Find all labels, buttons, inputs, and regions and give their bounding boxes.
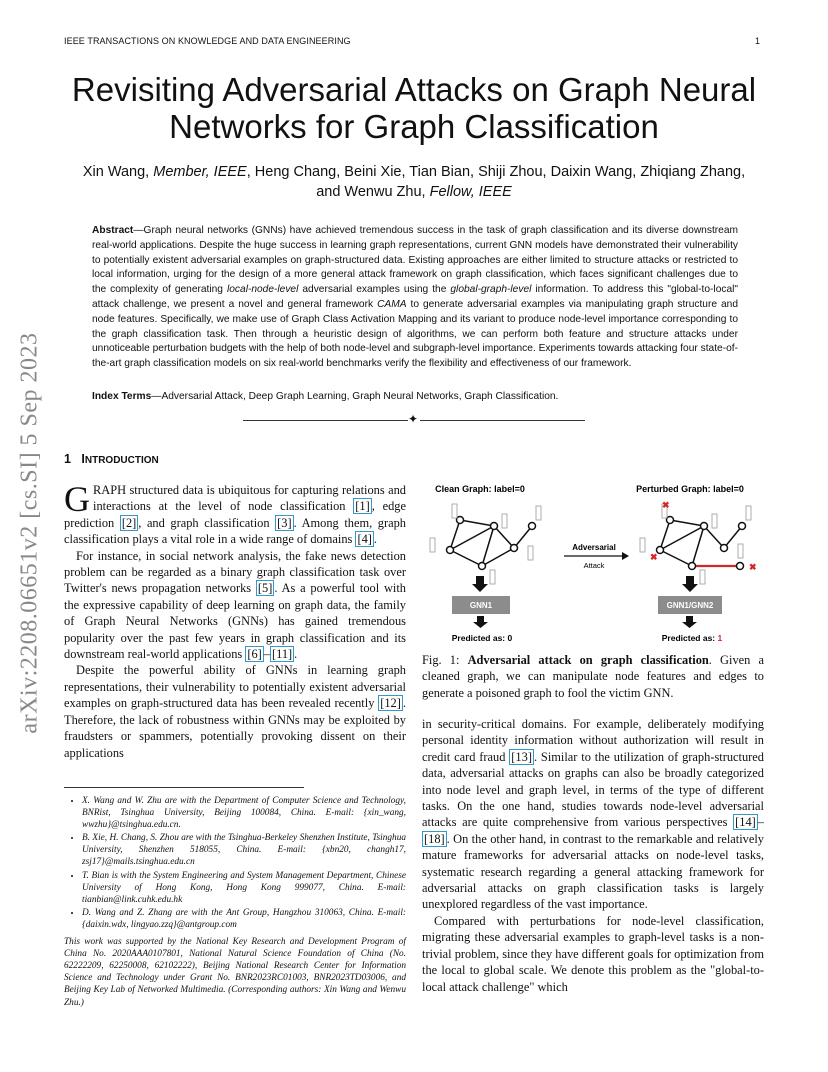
footnote-item: • T. Bian is with the System Engineering and System Management Department, Chinese University of Hong Kong, Hong Kong 999077, China. E-mail: tianbian@link.cuhk.edu.hk [82,870,406,906]
index-terms [92,391,738,402]
author-name: Xin Wang, [82,164,154,180]
down-arrow-icon [682,576,698,592]
prediction-right-value: 1 [717,633,723,643]
title-line-2: Networks for Graph Classification [169,108,659,145]
clean-graph-label: Clean Graph: label=0 [435,484,525,494]
footnotes [64,795,406,1009]
body-text: . [294,647,298,662]
footnote-item: • B. Xie, H. Chang, S. Zhou are with the Tsinghua-Berkeley Shenzhen Institute, Tsinghua University, Shenzhen 518055, China. E-mail: {xbn20, changh17, zsj17}@mails.tsinghua.edu.cn [82,832,406,868]
section-title-rest: NTRODUCTION [84,455,159,466]
prediction-right-text: Predicted as: [661,633,718,643]
abstract-text: adversarial examples using the [298,284,451,296]
running-header: IEEE TRANSACTIONS ON KNOWLEDGE AND DATA ENGINEERING [64,36,351,46]
author-list [40,162,788,202]
abstract-text: information. To address this "global-to-local" attack challenge, we present a novel and general framework [92,284,738,310]
attack-arrow-label-top: Adversarial [572,543,616,552]
citation-link[interactable]: [11] [271,647,293,662]
figure-caption [422,652,764,701]
model-label-left: GNN1 [469,601,493,610]
small-caps-word: RAPH [93,483,127,497]
perturbed-graph-label: Perturbed Graph: label=0 [636,484,744,494]
left-column [64,479,406,761]
body-text: structured data is ubiquitous for capturing relations and interactions at the level of node classification [93,483,406,514]
author-line-1 [40,162,788,182]
author-name: and Wenwu Zhu, [316,184,430,200]
prediction-left-value: 0 [507,633,513,643]
body-text: . On the other hand, in contrast to the remarkable and relatively mature frameworks for adversarial attacks on node-level tasks, systematic research regarding a general attacking framework for adversarial attacks on graph classification tasks is largely unexplored regardless of the vast importance. [422,831,764,912]
caption-title: Adversarial attack on graph classification [467,653,709,667]
abstract-emphasis: global-graph-level [450,284,532,296]
body-text: . Therefore, the lack of robustness within GNNs may be exploited by fraudsters or spammers, potentially provoking dissent on their applications [64,696,406,760]
arxiv-watermark [12,305,48,760]
section-heading [64,452,159,466]
section-title-initial: I [81,452,85,466]
down-arrow-icon [472,576,488,592]
citation-link[interactable]: [2] [121,515,137,530]
citation-link[interactable]: [13] [511,749,532,764]
footnote-rule [64,787,304,788]
caption-text: . Given a cleaned graph, we can manipulate node features and edges to generate a poisoned graph to fool the victim GNN. [422,653,764,700]
footnote-item: • D. Wang and Z. Zhang are with the Ant Group, Hangzhou 310063, China. E-mail: {daixin.wdx, lingyao.zzq}@antgroup.com [82,907,406,931]
body-text: – [263,647,270,662]
down-arrow-icon [473,616,488,628]
index-terms-text: —Adversarial Attack, Deep Graph Learning, Graph Neural Networks, Graph Classification. [151,391,559,402]
citation-link[interactable]: [18] [424,831,445,846]
body-text: . Similar to the utilization of graph-structured data, adversarial attacks on graphs can also be broadly categorized into node level and graph level, in terms of the type of different tasks. On the one hand, studies towards node-level adversarial attacks are quite comprehensive from various perspectives [422,749,764,830]
perturbation-marker-icons [650,500,757,572]
index-terms-label: Index Terms [92,391,152,402]
body-text: Despite the powerful ability of GNNs in learning graph representations, their vulnerability to potentially existent adversarial examples on graph-structured data has been revealed recently [64,663,406,711]
body-text: For instance, in social network analysis, the fake news detection problem can be regarded as a binary graph classification task over Twitter's news propagation networks [64,548,406,596]
figure-graphic [422,478,772,648]
prediction-left-text: Predicted as: [451,633,508,643]
body-text: . Among them, graph classification plays a vital role in a wide range of domains [64,515,406,547]
perturbed-node-feature-icons [640,504,751,584]
footnote-item: • X. Wang and W. Zhu are with the Department of Computer Science and Technology, BNRist, Tsinghua University, Beijing 100084, China. E-mail: {xin_wang, wwzhu}@tsinghua.edu.cn. [82,795,406,831]
model-label-right: GNN1/GNN2 [666,601,714,610]
svg-text:✖: ✖ [662,500,670,510]
abstract [92,224,738,372]
body-text: , and graph classification [138,515,276,530]
caption-label: Fig. 1: [422,653,468,667]
author-line-2 [40,182,788,202]
body-text: . [373,532,377,547]
abstract-text: —Graph neural networks (GNNs) have achieved tremendous success in the task of graph classification and its diverse downstream real-world applications. Despite the huge success in learning graph representations, current GNN models have demonstrated their vulnerability to potentially existent adversarial examples on graph-structured data. Existing approaches are either limited to structure attacks or restricted to local information, urging for the design of a more general attack framework on graph classification, which faces significant challenges due to the complexity of generating [92,225,738,296]
prediction-left [452,633,513,643]
svg-text:✖: ✖ [749,562,757,572]
citation-link[interactable]: [1] [355,499,370,514]
citation-link[interactable]: [14] [735,815,756,830]
page-number: 1 [755,36,761,46]
abstract-emphasis: local-node-level [227,284,299,296]
paragraph [422,716,764,913]
paragraph: Compared with perturbations for node-level classification, migrating these adversarial examples to graph-level tasks is a non-trivial problem, since they have different goals for optimization from the local to global scale. We denote this problem as the "global-to-local attack challenge" which [422,913,764,994]
body-text: in security-critical domains. For example, deliberately modifying personal identity information without authorization will result in credit card fraud [422,717,764,764]
citation-link[interactable]: [6] [247,647,262,662]
funding-note: This work was supported by the National Key Research and Development Program of China No. 2020AAA0107801, National Natural Science Foundation of China (No. 62222209, 62250008, 62102222), Beijing National Research Center for Information Science and Technology under Grant No. BNR2023RC01003, BNR2023TD03006, and Beijing Key Lab of Networked Multimedia. (Corresponding authors: Xin Wang and Wenwu Zhu.) [64,937,406,1008]
attack-arrowhead-icon [622,552,629,560]
separator-rule-left [243,420,408,421]
clean-node-feature-icons [430,504,541,584]
citation-link[interactable]: [4] [357,532,372,547]
paper-title [40,71,788,145]
body-text: . As a powerful tool with the expressive capability of deep learning on graph data, the family of Graph Neural Networks (GNNs) has gained tremendous popularity over the past few years in graph classification and its downstream real-world applications [64,581,406,662]
down-arrow-icon [682,616,697,628]
svg-text:✖: ✖ [650,552,658,562]
title-line-1: Revisiting Adversarial Attacks on Graph Neural [71,71,757,108]
figure-1 [422,478,772,648]
author-names: , Heng Chang, Beini Xie, Tian Bian, Shiji Zhou, Daixin Wang, Zhiqiang Zhang, [246,164,746,180]
abstract-text: to generate adversarial examples via manipulating graph structure and node features. Specifically, we make use of Graph Class Activation Mapping and its variant to produce node-level importance corresponding to the graph classification task. Then through a heuristic design of algorithms, we can perform both feature and structure attacks under unnoticeable perturbation budgets with the help of both node-level and subgraph-level importance. Experiments towards attacking four state-of-the-art graph classification models on six real-world benchmarks verify the flexibility and effectiveness of our framework. [92,298,738,370]
citation-link[interactable]: [5] [257,581,273,596]
citation-link[interactable]: [3] [277,515,292,530]
citation-link[interactable]: [12] [380,696,401,711]
separator-rule-right [420,420,585,421]
author-role: Fellow, IEEE [429,184,512,200]
clean-graph [447,517,536,570]
section-number: 1 [64,452,71,466]
abstract-emphasis: CAMA [377,298,407,310]
perturbed-graph [657,517,746,570]
author-role: Member, IEEE [153,164,247,180]
separator-diamond-icon: ✦ [408,412,419,426]
body-text: – [757,815,764,830]
paragraph [64,662,406,760]
right-column [422,716,764,995]
prediction-right [662,633,723,643]
drop-cap: G [64,479,90,519]
arxiv-id-text: arXiv:2208.06651v2 [cs.SI] 5 Sep 2023 [16,331,43,734]
paragraph [64,479,406,548]
body-text: , edge prediction [64,499,406,530]
paragraph [64,548,406,663]
attack-arrow-label-bottom: Attack [583,561,605,570]
abstract-label: Abstract [92,225,134,236]
